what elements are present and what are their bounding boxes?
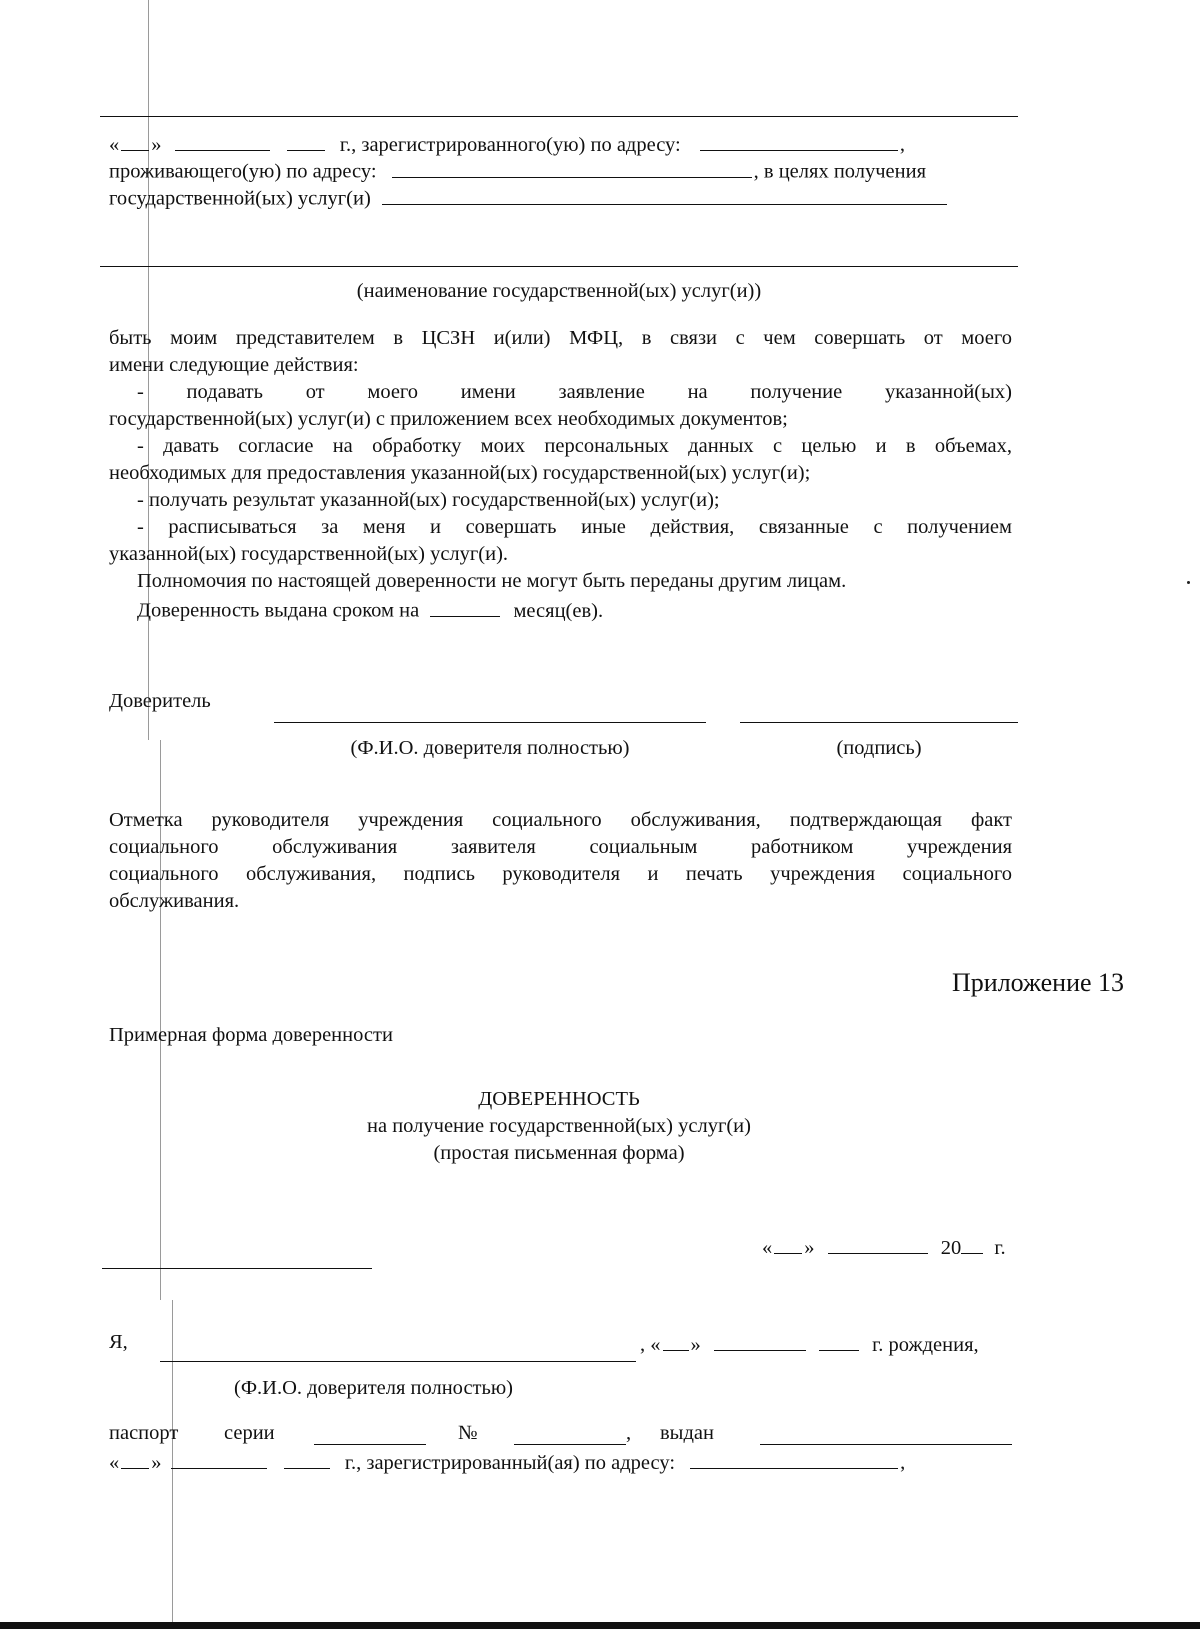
doc-title: ДОВЕРЕННОСТЬ [478,1088,640,1110]
quote-close: » [690,1333,701,1356]
bullet-item: - подавать от моего имени заявление на получение указанной(ых) [137,381,1012,403]
services-rule [100,266,1018,267]
bullet-item: - давать согласие на обработку моих персональных данных с целью и в объемах, [137,435,1012,457]
day-blank [774,1232,802,1254]
registration-label: г., зарегистрированный(ая) по адресу: [344,1451,676,1474]
bullet-item: - получать результат указанной(ых) государственной(ых) услуг(и); [137,489,720,511]
appendix-label: Приложение 13 [952,968,1125,997]
registration-blank [690,1447,898,1469]
year-prefix: 20 [940,1236,962,1259]
services-blank [382,183,947,205]
mark-line: обслуживания. [109,890,240,912]
passport-series-blank [314,1444,426,1445]
year-suffix: г. [994,1236,1006,1259]
year-blank [961,1232,983,1254]
day-blank [121,129,149,151]
passport-number-label: № [458,1422,478,1444]
principal-name-line [160,1361,636,1362]
date-address-line [109,129,905,159]
month-blank [828,1232,928,1254]
birth-day-blank [663,1329,689,1351]
registered-address-blank [700,129,898,151]
passport-number-blank [514,1444,626,1445]
year-blank [284,1447,330,1469]
day-blank [121,1447,149,1469]
birth-start: , « [640,1333,661,1356]
principal-name-caption: (Ф.И.О. доверителя полностью) [234,1377,513,1399]
top-rule [100,116,1018,117]
purpose-label: , в целях получения [753,160,927,183]
term-line [137,595,603,625]
registered-address-label: г., зарегистрированного(ую) по адресу: [339,133,681,156]
doc-date [762,1232,1006,1262]
form-label: Примерная форма доверенности [109,1024,393,1046]
services-label: государственной(ых) услуг(и) [109,187,371,210]
scan-bottom-edge [0,1622,1200,1629]
registration-line [109,1447,905,1477]
services-line [109,183,949,213]
passport-series-label: серии [224,1422,275,1444]
trustor-signature-line [740,722,1018,723]
body-line: быть моим представителем в ЦСЗН и(или) МФЦ, в связи с чем совершать от моего [109,327,1012,349]
month-blank [175,129,270,151]
trustor-signature-caption: (подпись) [836,737,922,759]
residence-line [109,156,926,186]
birth-year-blank [819,1329,859,1351]
birth-date [640,1329,979,1359]
bullet-item-cont: необходимых для предоставления указанной(ых) государственной(ых) услуг(и); [109,462,811,484]
line-end-comma: , [899,133,905,156]
year-blank [287,129,325,151]
body-line: имени следующие действия: [109,354,359,376]
months-blank [430,595,500,617]
passport-issued-label: выдан [660,1422,714,1444]
trustor-label: Доверитель [109,690,211,712]
quote-close: » [151,133,162,156]
ya-label: Я, [109,1331,128,1353]
scan-speck [1187,581,1190,584]
doc-subtitle-form: (простая письменная форма) [433,1142,685,1164]
bullet-item: - расписываться за меня и совершать иные действия, связанные с получением [137,516,1012,538]
quote-open: « [762,1236,773,1259]
powers-note: Полномочия по настоящей доверенности не могут быть переданы другим лицам. [137,570,847,592]
trustor-name-caption: (Ф.И.О. доверителя полностью) [350,737,630,759]
quote-close: » [804,1236,815,1259]
passport-issued-blank [760,1444,1012,1445]
line-end-comma: , [900,1451,906,1474]
bullet-item-cont: указанной(ых) государственной(ых) услуг(и). [109,543,509,565]
place-line [102,1268,372,1269]
residence-label: проживающего(ую) по адресу: [109,160,377,183]
months-label: месяц(ев). [513,599,604,622]
bullet-item-cont: государственной(ых) услуг(и) с приложением всех необходимых документов; [109,408,788,430]
passport-label: паспорт [109,1422,179,1444]
mark-line: Отметка руководителя учреждения социального обслуживания, подтверждающая факт [109,809,1012,831]
trustor-name-line [274,722,706,723]
birth-month-blank [714,1329,806,1351]
services-caption: (наименование государственной(ых) услуг(и)) [356,280,762,302]
birth-label: г. рождения, [872,1333,979,1356]
quote-open: « [109,1451,120,1474]
mark-line: социального обслуживания заявителя социальным работником учреждения [109,836,1012,858]
passport-comma: , [626,1422,632,1444]
quote-close: » [151,1451,162,1474]
mark-line: социального обслуживания, подпись руководителя и печать учреждения социального [109,863,1012,885]
residence-blank [392,156,752,178]
quote-open: « [109,133,120,156]
month-blank [171,1447,267,1469]
term-label: Доверенность выдана сроком на [137,599,420,622]
doc-subtitle: на получение государственной(ых) услуг(и) [367,1115,751,1137]
